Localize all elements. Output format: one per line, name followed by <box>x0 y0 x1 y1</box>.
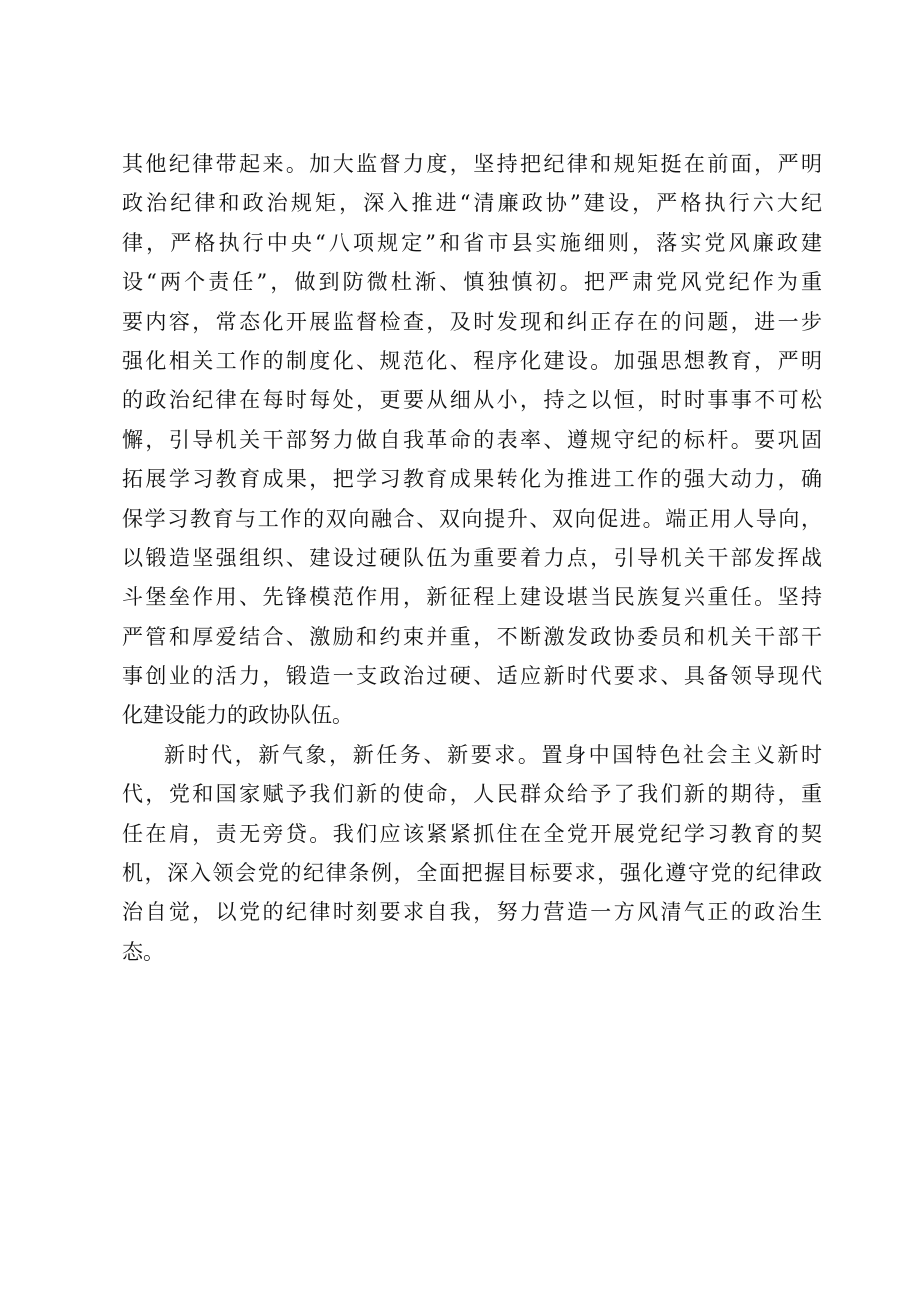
text-line: 拓展学习教育成果，把学习教育成果转化为推进工作的强大动力，确 <box>122 467 822 492</box>
text-line: 懈，引导机关干部努力做自我革命的表率、遵规守纪的标杆。要巩固 <box>122 427 822 452</box>
text-line: 律，严格执行中央“八项规定”和省市县实施细则，落实党风廉政建 <box>122 230 822 255</box>
text-line: 事创业的活力，锻造一支政治过硬、适应新时代要求、具备领导现代 <box>122 664 822 689</box>
text-line: 强化相关工作的制度化、规范化、程序化建设。加强思想教育，严明 <box>122 348 822 373</box>
text-line: 态。 <box>122 939 164 964</box>
text-line: 代，党和国家赋予我们新的使命，人民群众给予了我们新的期待，重 <box>122 782 822 807</box>
text-line: 要内容，常态化开展监督检查，及时发现和纠正存在的问题，进一步 <box>122 309 822 334</box>
document-body <box>122 145 822 972</box>
text-line: 保学习教育与工作的双向融合、双向提升、双向促进。端正用人导向， <box>122 506 822 531</box>
text-line: 机，深入领会党的纪律条例，全面把握目标要求，强化遵守党的纪律政 <box>122 861 822 886</box>
text-line: 其他纪律带起来。加大监督力度，坚持把纪律和规矩挺在前面，严明 <box>122 152 822 176</box>
text-line: 治自觉，以党的纪律时刻要求自我，努力营造一方风清气正的政治生 <box>122 900 822 925</box>
text-line: 设“两个责任”，做到防微杜渐、慎独慎初。把严肃党风党纪作为重 <box>122 270 822 295</box>
text-line: 化建设能力的政协队伍。 <box>122 703 353 728</box>
paragraph-2 <box>122 736 822 972</box>
text-line: 政治纪律和政治规矩，深入推进“清廉政协”建设，严格执行六大纪 <box>122 191 822 216</box>
text-line: 的政治纪律在每时每处，更要从细从小，持之以恒，时时事事不可松 <box>122 388 822 413</box>
text-line: 斗堡垒作用、先锋模范作用，新征程上建设堪当民族复兴重任。坚持 <box>122 585 822 610</box>
text-line: 新时代，新气象，新任务、新要求。置身中国特色社会主义新时 <box>164 742 822 767</box>
text-line: 以锻造坚强组织、建设过硬队伍为重要着力点，引导机关干部发挥战 <box>122 545 822 570</box>
paragraph-1 <box>122 145 822 736</box>
text-line: 任在肩，责无旁贷。我们应该紧紧抓住在全党开展党纪学习教育的契 <box>122 821 822 846</box>
text-line: 严管和厚爱结合、激励和约束并重，不断激发政协委员和机关干部干 <box>122 624 822 649</box>
